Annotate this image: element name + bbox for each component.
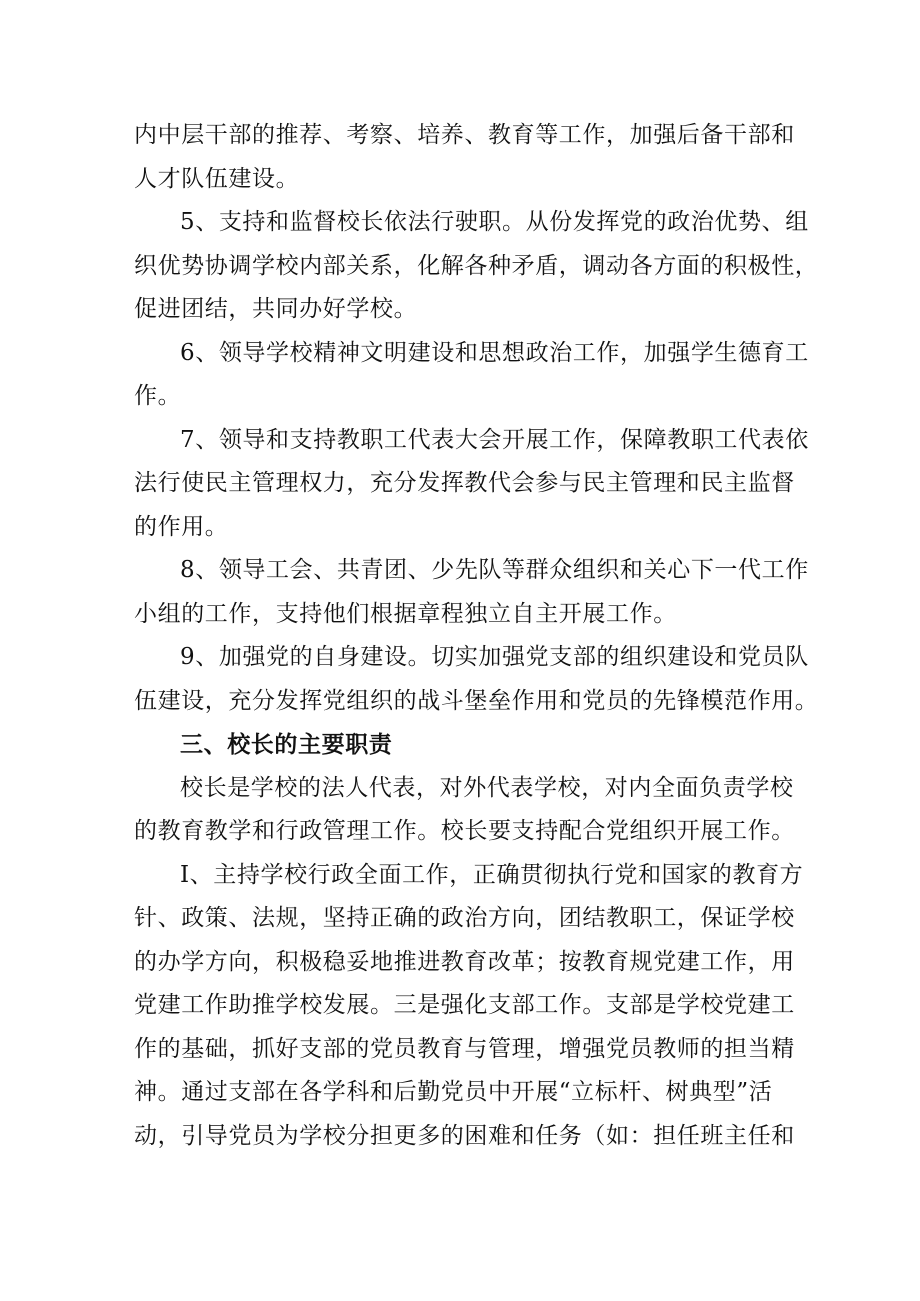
text-line: 神。通过支部在各学科和后勤党员中开展“立标杆、树典型”活	[134, 1079, 773, 1105]
text-line: I、主持学校行政全面工作，正确贯彻执行党和国家的教育方	[180, 861, 804, 888]
text-line: 针、政策、法规，坚持正确的政治方向，团结教职工，保证学校	[134, 905, 795, 931]
text-line: 动，引导党员为学校分担更多的困难和任务（如：担任班主任和	[134, 1122, 795, 1149]
text-line: 小组的工作，支持他们根据章程独立自主开展工作。	[134, 600, 677, 627]
text-line: 内中层干部的推荐、考察、培养、教育等工作，加强后备干部和	[134, 122, 795, 148]
text-line: 人才队伍建设。	[134, 165, 300, 192]
text-line: 伍建设，充分发挥党组织的战斗堡垒作用和党员的先锋模范作用。	[134, 687, 819, 714]
text-line: 作的基础，抓好支部的党员教育与管理，增强党员教师的担当精	[134, 1035, 795, 1062]
text-line: 9、加强党的自身建设。切实加强党支部的组织建设和党员队	[180, 644, 809, 670]
text-line: 8、领导工会、共青团、少先队等群众组织和关心下一代工作	[180, 557, 809, 583]
text-line: 的办学方向，积极稳妥地推进教育改革；按教育规党建工作，用	[134, 948, 795, 975]
text-line: 党建工作助推学校发展。三是强化支部工作。支部是学校党建工	[134, 992, 795, 1018]
text-line: 5、支持和监督校长依法行驶职。从份发挥党的政治优势、组	[180, 209, 809, 235]
text-line: 作。	[134, 383, 182, 409]
document-body	[134, 114, 819, 1158]
text-line: 的作用。	[134, 513, 229, 540]
text-line: 的教育教学和行政管理工作。校长要支持配合党组织开展工作。	[134, 818, 795, 844]
text-line: 7、领导和支持教职工代表大会开展工作，保障教职工代表依	[180, 426, 809, 453]
text-line: 6、领导学校精神文明建设和思想政治工作，加强学生德育工	[180, 339, 809, 366]
text-line: 校长是学校的法人代表，对外代表学校，对内全面负责学校	[180, 774, 794, 801]
text-line: 织优势协调学校内部关系，化解各种矛盾，调动各方面的积极性，	[134, 252, 819, 279]
section-heading: 三、校长的主要职责	[180, 731, 393, 758]
text-line: 法行使民主管理权力，充分发挥教代会参与民主管理和民主监督	[134, 470, 795, 496]
text-line: 促进团结，共同办好学校。	[134, 296, 418, 322]
